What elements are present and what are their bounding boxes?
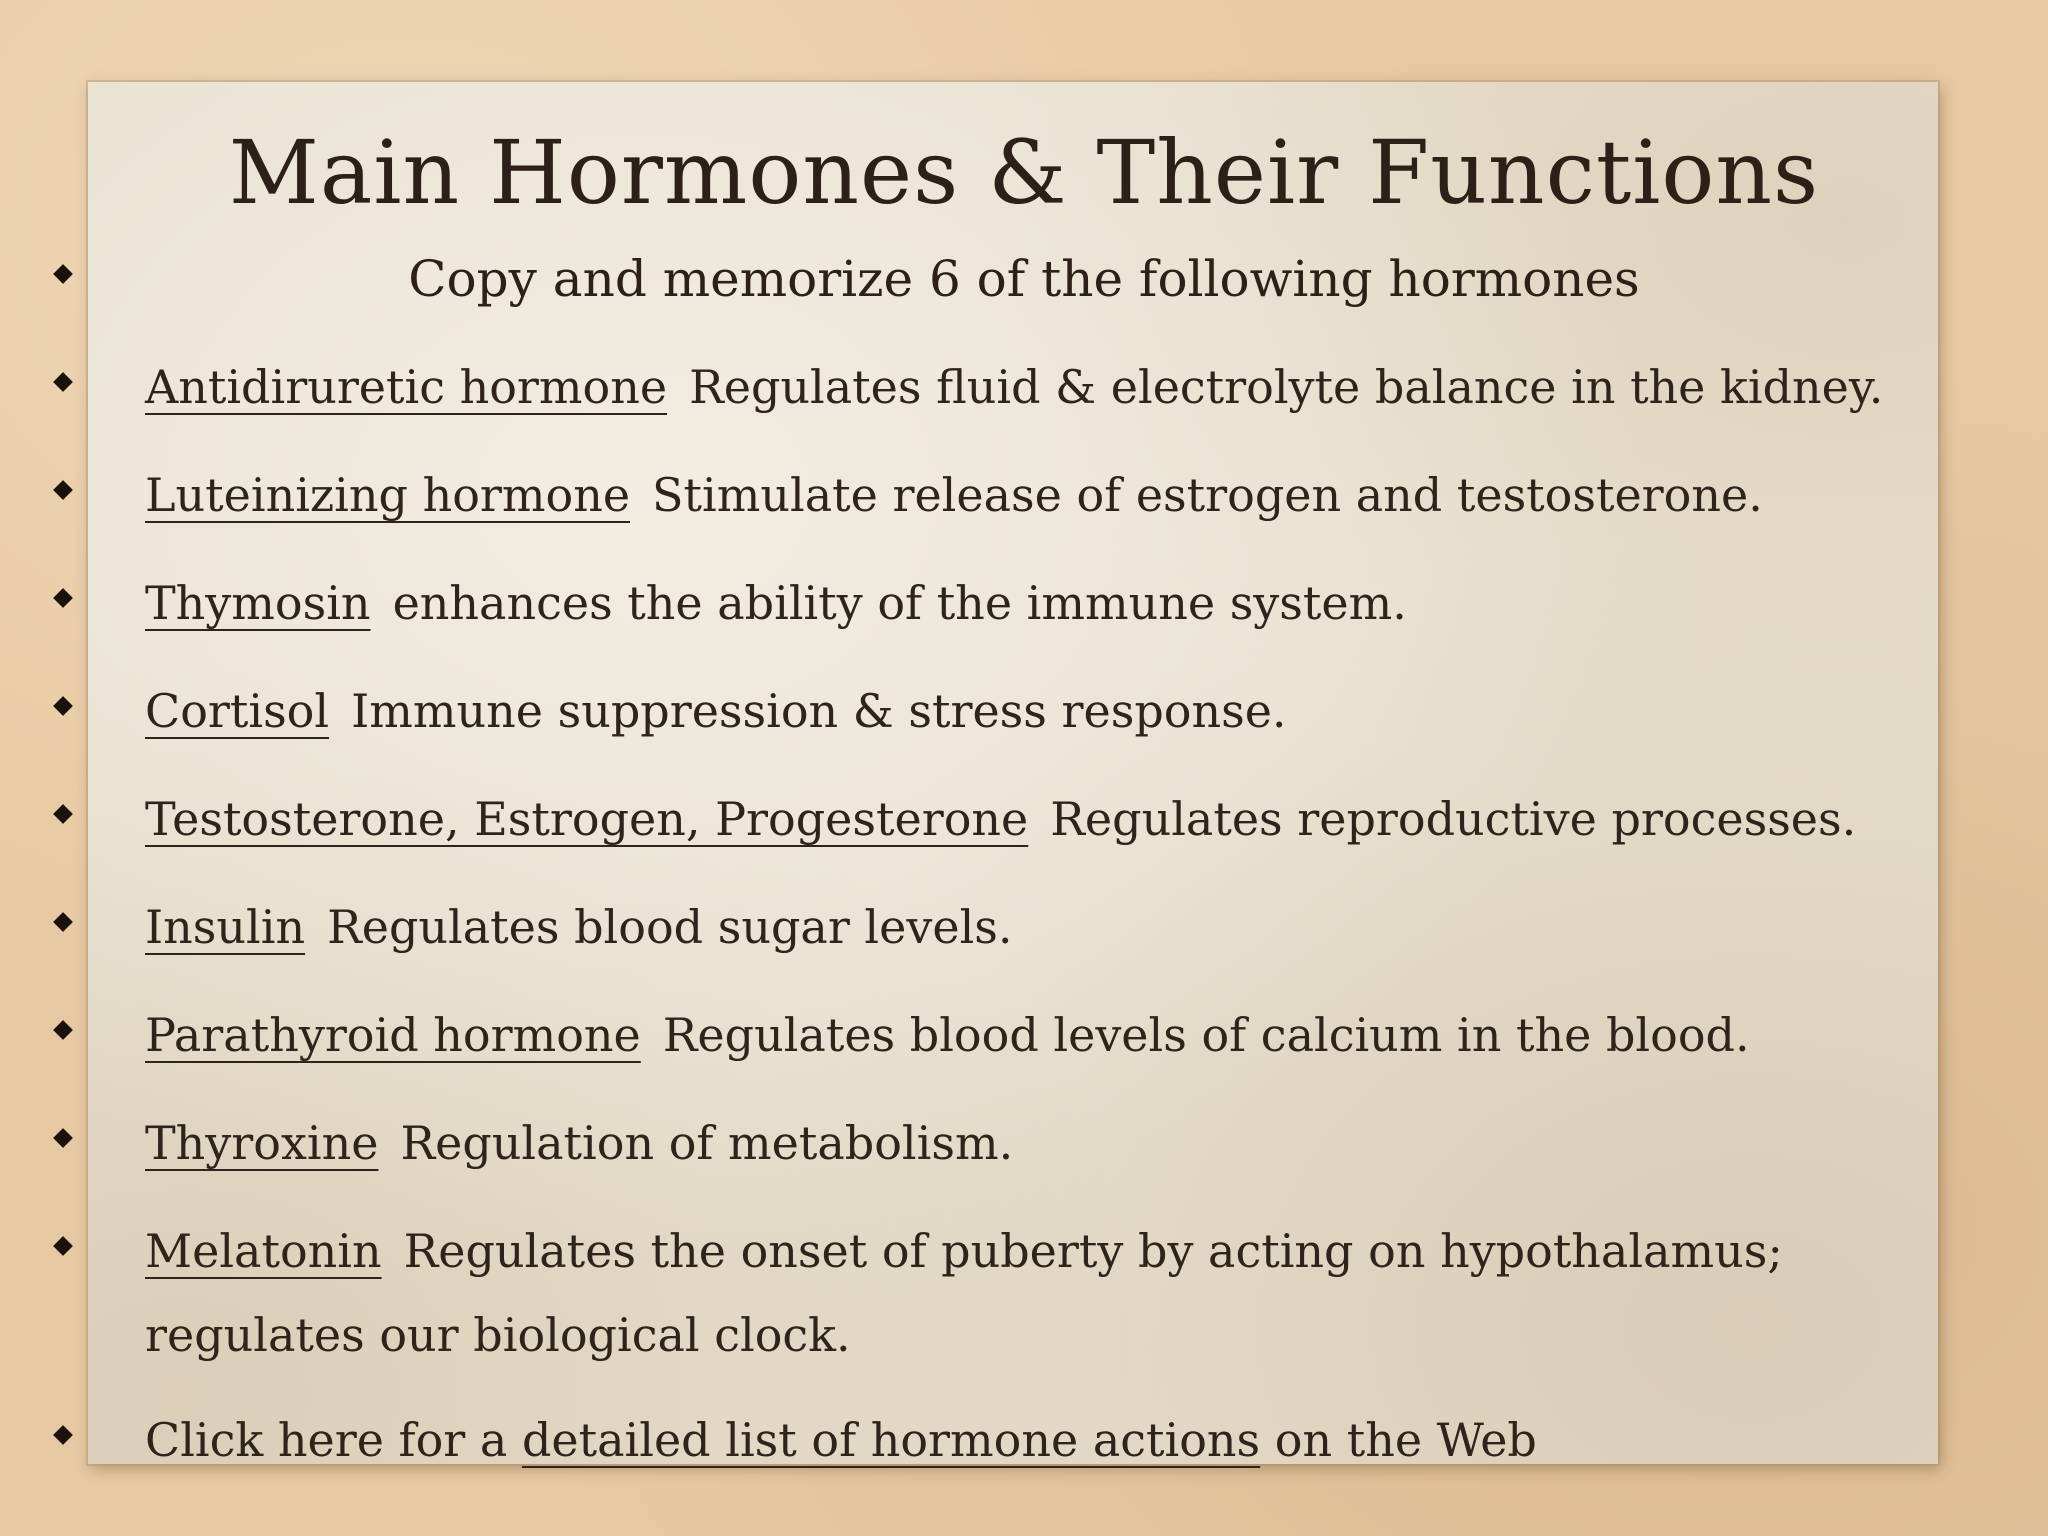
- hormone-description-continued: regulates our biological clock.: [145, 1308, 851, 1362]
- list-item: [145, 463, 1763, 527]
- bullet-icon: [53, 1020, 73, 1040]
- hormone-name: Thyroxine: [145, 1116, 379, 1170]
- list-item: [145, 787, 1856, 851]
- list-item: [145, 1111, 1013, 1175]
- hormone-name: Melatonin: [145, 1224, 382, 1278]
- hormone-description: enhances the ability of the immune system.: [392, 576, 1407, 630]
- list-item: [145, 895, 1013, 959]
- hormone-description: Regulates reproductive processes.: [1050, 792, 1857, 846]
- list-item: [145, 571, 1407, 635]
- slide-title: Main Hormones & Their Functions: [228, 121, 1820, 224]
- hormone-description: Regulates the onset of puberty by acting on hypothalamus;: [403, 1224, 1783, 1278]
- hormone-description: Immune suppression & stress response.: [351, 684, 1287, 738]
- link-prefix: Click here for a: [145, 1413, 522, 1467]
- hormone-name: Thymosin: [145, 576, 371, 630]
- list-item: [145, 1003, 1750, 1067]
- bullet-icon: [53, 480, 73, 500]
- hormone-name: Luteinizing hormone: [145, 468, 631, 522]
- hormone-name: Parathyroid hormone: [145, 1008, 641, 1062]
- hormone-name: Cortisol: [145, 684, 330, 738]
- hormone-name: Antidiruretic hormone: [145, 360, 668, 414]
- link-suffix: on the Web: [1260, 1413, 1537, 1467]
- bullet-icon: [53, 1425, 73, 1445]
- bullet-icon: [53, 696, 73, 716]
- bullet-icon: [53, 588, 73, 608]
- hormone-description: Stimulate release of estrogen and testosterone.: [652, 468, 1763, 522]
- hormone-description: Regulates blood sugar levels.: [327, 900, 1013, 954]
- bullet-icon: [53, 1128, 73, 1148]
- hormone-description: Regulates blood levels of calcium in the blood.: [662, 1008, 1750, 1062]
- bullet-icon: [53, 372, 73, 392]
- detailed-list-link[interactable]: detailed list of hormone actions: [521, 1413, 1261, 1467]
- hormone-name: Insulin: [145, 900, 306, 954]
- bullet-icon: [53, 912, 73, 932]
- bullet-icon: [53, 1236, 73, 1256]
- list-item: [145, 679, 1287, 743]
- footer-link-line: [145, 1408, 1537, 1472]
- list-item: [145, 355, 1883, 419]
- hormone-name: Testosterone, Estrogen, Progesterone: [145, 792, 1029, 846]
- slide-subtitle: Copy and memorize 6 of the following hormones: [408, 250, 1640, 308]
- list-item: [145, 1219, 1783, 1283]
- bullet-icon: [53, 804, 73, 824]
- hormone-description: Regulates fluid & electrolyte balance in the kidney.: [689, 360, 1884, 414]
- list-item-continued: [145, 1303, 851, 1367]
- hormone-description: Regulation of metabolism.: [400, 1116, 1014, 1170]
